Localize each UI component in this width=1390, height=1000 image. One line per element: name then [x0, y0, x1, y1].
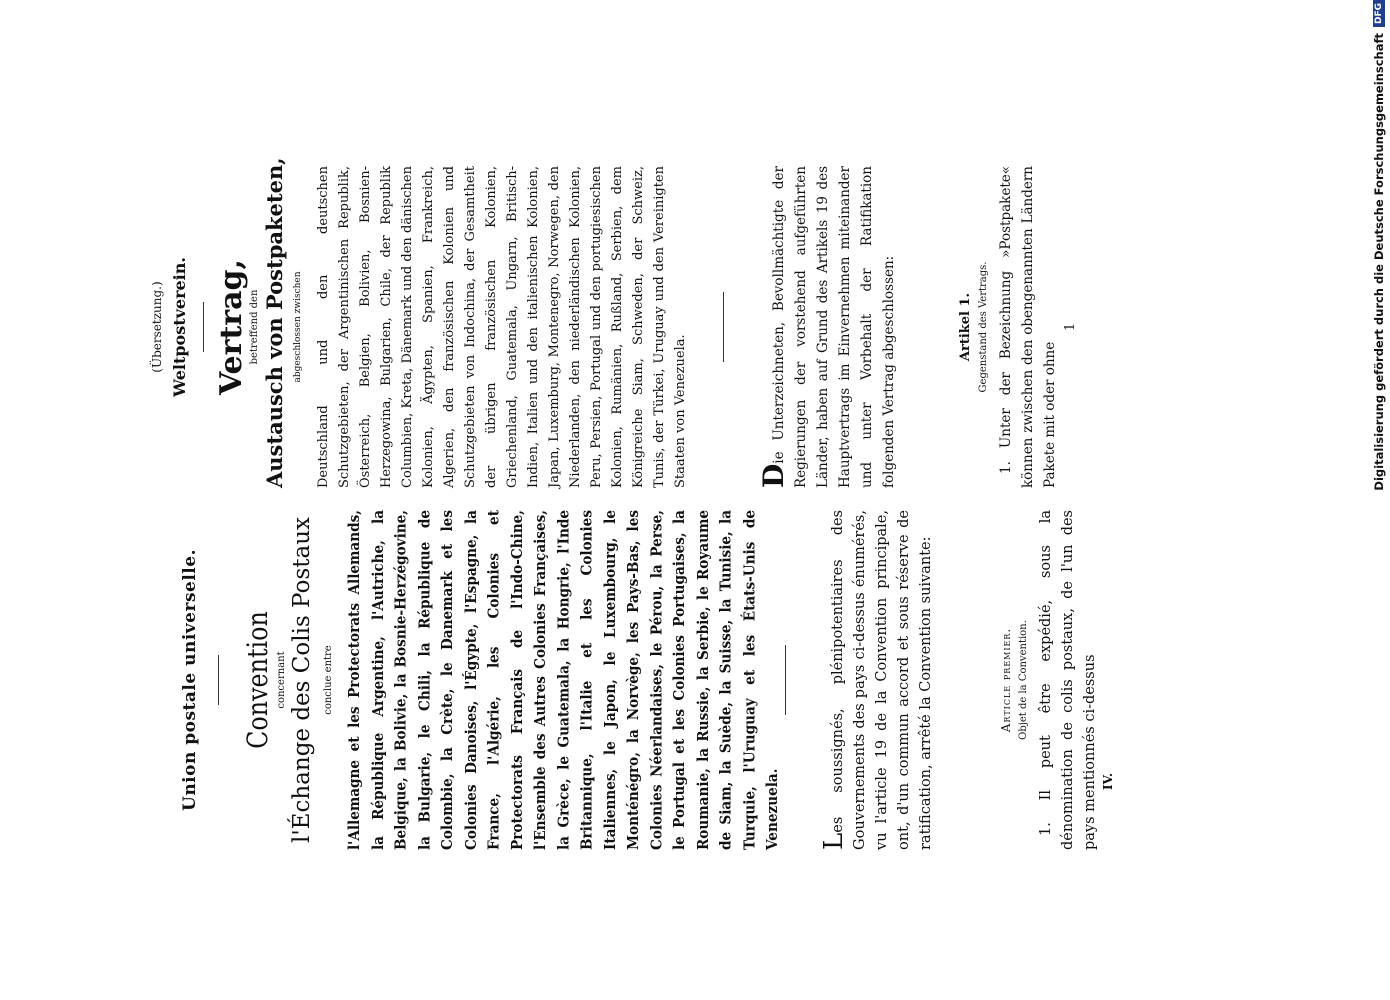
- german-parties: Deutschland und den deutschen Schutzgebieten, der Argentinischen Republik, Österreich, Belgien, Bolivien, Bosnien-Herzegowina, Bulgarien, Chile, der Republik Columbien, Kreta, Dänemark und den dänischen Kolonien, Ägypten, Spanien, Frankreich, Algerien, den französischen Kolonien und Schutzgebieten von Indochina, der Gesamtheit der übrigen französischen Kolonien, Griechenland, Guatemala, Ungarn, Britisch-Indien, Italien und den italienischen Kolonien, Japan, Luxemburg, Montenegro, Norwegen, den Niederlanden, den niederländischen Kolonien, Peru, Persien, Portugal und den portugiesischen Kolonien, Rumänien, Rußland, Serbien, dem Königreiche Siam, Schweden, der Schweiz, Tunis, der Türkei, Uruguay und den Vereinigten Staaten von Venezuela.: [316, 166, 688, 488]
- divider: [723, 292, 724, 362]
- french-subject: l'Échange des Colis Postaux: [289, 517, 315, 843]
- french-convention-title: Convention: [241, 611, 274, 749]
- german-translation-note: (Übersetzung.): [150, 281, 164, 373]
- drop-initial: D: [757, 463, 790, 488]
- german-convention-title: Vertrag,: [214, 259, 249, 395]
- french-article-title: Article premier.: [998, 627, 1013, 733]
- drop-initial: L: [818, 832, 849, 850]
- german-column: [150, 157, 1078, 488]
- french-conclue: conclue entre: [323, 645, 334, 715]
- divider: [218, 655, 219, 705]
- german-betreffend: betreffend den: [249, 289, 260, 365]
- german-article-title: Artikel 1.: [958, 292, 973, 362]
- french-preamble-text: es soussignés, plénipotentiaires des Gouvernements des pays ci-dessus énumérés, vu l'article 19 de la Convention principale, ont, d'un commun accord et sous réserve de ratification, arrêté la Convention suivante:: [829, 510, 934, 850]
- french-concernant: concernant: [276, 651, 287, 709]
- divider: [203, 302, 204, 352]
- french-article-subtitle: Objet de la Convention.: [1017, 620, 1029, 740]
- german-article-subtitle: Gegenstand des Vertrags.: [978, 261, 989, 393]
- german-preamble: [757, 166, 900, 488]
- french-article-text: 1. Il peut être expédié, sous la dénomination de colis postaux, de l'un des pays mentionnés ci-dessus: [1037, 510, 1098, 850]
- german-page-mark: 1: [1063, 322, 1078, 332]
- dfg-credit: [1368, 0, 1390, 1000]
- german-article-text: 1. Unter der Bezeichnung »Postpakete« können zwischen den obengenannten Ländern Pakete mit oder ohne: [998, 166, 1058, 488]
- german-org-title: Weltpostverein.: [170, 257, 189, 397]
- dfg-logo: DFG: [1373, 0, 1385, 27]
- french-org-title: Union postale universelle.: [180, 549, 200, 811]
- german-preamble-text: ie Unterzeichneten, Bevollmächtigte der Regierungen der vorstehend aufgeführten Länder, haben auf Grund des Artikels 19 des Hauptvertrags im Einvernehmen miteinander und unter Vorbehalt der Ratifikation folgenden Vertrag abgeschlossen:: [771, 166, 897, 488]
- french-column: [180, 510, 1115, 850]
- french-preamble: [818, 510, 937, 850]
- french-parties: l'Allemagne et les Protectorats Allemands, la République Argentine, l'Autriche, la Belgique, la Bolivie, la Bosnie-Herzégovine, la Bulgarie, le Chili, la République de Colombie, la Crète, le Danemark et les Colonies Danoises, l'Égypte, l'Espagne, la France, l'Algérie, les Colonies et Protectorats Français de l'Indo-Chine, l'Ensemble des Autres Colonies Françaises, la Grèce, le Guatemala, la Hongrie, l'Inde Britannique, l'Italie et les Colonies Italiennes, le Japon, le Luxembourg, le Monténégro, la Norvège, les Pays-Bas, les Colonies Néerlandaises, le Pérou, la Perse, le Portugal et les Colonies Portugaises, la Roumanie, la Russie, la Serbie, le Royaume de Siam, la Suède, la Suisse, la Tunisie, la Turquie, l'Uruguay et les États-Unis de Venezuela.: [346, 510, 782, 850]
- german-abgeschlossen: abgeschlossen zwischen: [293, 271, 303, 383]
- german-subject: Austausch von Postpaketen,: [262, 157, 287, 488]
- french-page-mark: IV.: [1100, 772, 1115, 790]
- dfg-credit-text: Digitalisierung gefördert durch die Deutsche Forschungsgemeinschaft: [1372, 33, 1386, 491]
